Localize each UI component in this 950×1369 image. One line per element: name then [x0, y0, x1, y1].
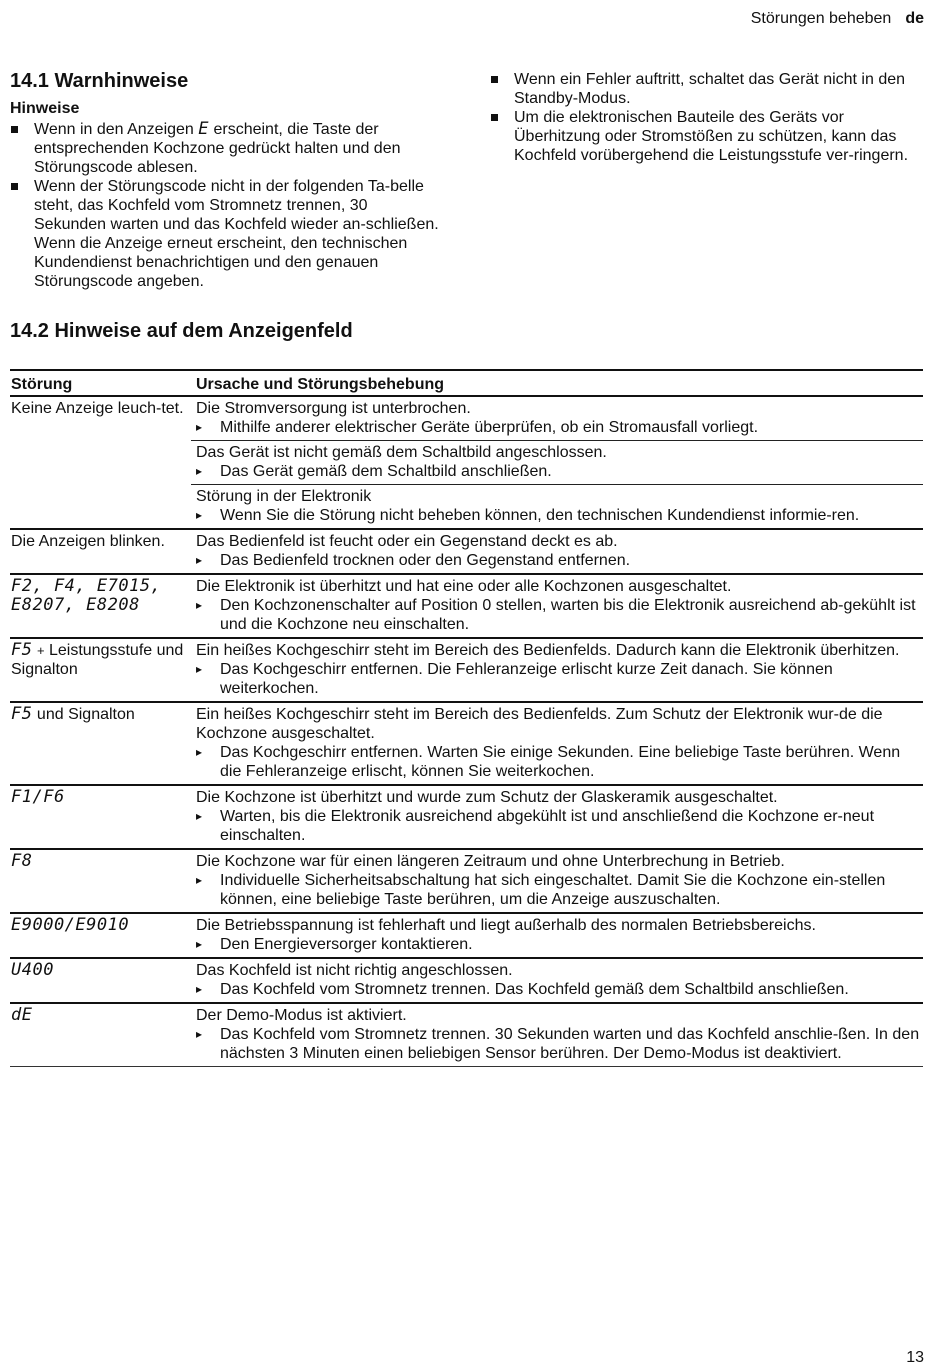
notes-list-right — [490, 70, 920, 165]
plus-sign: + — [36, 643, 45, 658]
fix-text: ▸ Den Energieversorger kontaktieren. — [196, 935, 923, 954]
fault-table — [10, 369, 923, 1067]
list-item: Wenn ein Fehler auftritt, schaltet das Gerät nicht in den Standby-Modus. — [490, 70, 920, 108]
table-row — [10, 785, 923, 849]
fix-text: ▸ Das Gerät gemäß dem Schaltbild anschließen. — [196, 462, 923, 481]
list-item: Wenn der Störungscode nicht in der folgenden Ta-belle steht, das Kochfeld vom Stromnetz trennen, 30 Sekunden warten und das Kochfeld wieder an-schließen. Wenn die Anzeige erneut erscheint, den technischen Kundendienst benachrichtigen und den genauen Störungscode angeben. — [10, 177, 440, 291]
fix-text: ▸ Individuelle Sicherheitsabschaltung hat sich eingeschaltet. Damit Sie die Kochzone ein-stellen können, eine beliebige Taste berühren, um die Anzeige auszuschalten. — [196, 871, 923, 909]
cause-text: Störung in der Elektronik — [196, 488, 372, 505]
header-section: Störungen beheben — [750, 10, 892, 27]
cause-text: Das Bedienfeld ist feucht oder ein Gegenstand deckt es ab. — [196, 533, 618, 550]
column-header-fault: Störung — [10, 370, 191, 396]
table-row — [10, 1003, 923, 1067]
cause-text: Der Demo-Modus ist aktiviert. — [196, 1007, 407, 1024]
notes-subtitle: Hinweise — [10, 100, 80, 117]
fix-text: ▸ Das Kochgeschirr entfernen. Warten Sie einige Sekunden. Eine beliebige Taste berühren. Wenn die Fehleranzeige erlischt, können Sie weiterkochen. — [196, 743, 923, 781]
fix-text: ▸ Mithilfe anderer elektrischer Geräte überprüfen, ob ein Stromausfall vorliegt. — [196, 418, 923, 437]
table-row — [10, 702, 923, 785]
notes-list-left — [10, 120, 440, 291]
table-row — [10, 529, 923, 574]
cause-text: Das Gerät ist nicht gemäß dem Schaltbild angeschlossen. — [196, 444, 607, 461]
fault-label: und Signalton — [32, 706, 135, 723]
cause-text: Die Betriebsspannung ist fehlerhaft und liegt außerhalb des normalen Betriebsbereichs. — [196, 917, 816, 934]
cause-text: Die Stromversorgung ist unterbrochen. — [196, 400, 471, 417]
cause-text: Die Kochzone ist überhitzt und wurde zum Schutz der Glaskeramik ausgeschaltet. — [196, 789, 778, 806]
table-row — [10, 396, 923, 441]
fault-label: Leistungsstufe und Signalton — [11, 642, 184, 678]
fix-text: ▸ Das Bedienfeld trocknen oder den Gegenstand entfernen. — [196, 551, 923, 570]
fix-text: ▸ Den Kochzonenschalter auf Position 0 stellen, warten bis die Elektronik ausreichend ab-gekühlt ist und die Kochzone neu einschalten. — [196, 596, 923, 634]
fault-label: Keine Anzeige leuch-tet. — [11, 400, 184, 417]
display-symbol: E — [198, 119, 210, 139]
fault-code: F1/F6 — [11, 787, 65, 807]
cause-text: Ein heißes Kochgeschirr steht im Bereich des Bedienfelds. Dadurch kann die Elektronik überhitzen. — [196, 642, 900, 659]
cause-text: Die Kochzone war für einen längeren Zeitraum und ohne Unterbrechung in Betrieb. — [196, 853, 785, 870]
cause-text: Ein heißes Kochgeschirr steht im Bereich des Bedienfelds. Zum Schutz der Elektronik wur-de die Kochzone ausgeschaltet. — [196, 706, 883, 742]
fix-text: ▸ Wenn Sie die Störung nicht beheben können, den technischen Kundendienst informie-ren. — [196, 506, 923, 525]
list-item: Wenn in den Anzeigen E erscheint, die Taste der entsprechenden Kochzone gedrückt halten und den Störungscode ablesen. — [10, 120, 440, 177]
fix-text: ▸ Das Kochfeld vom Stromnetz trennen. Das Kochfeld gemäß dem Schaltbild anschließen. — [196, 980, 923, 999]
table-row — [10, 485, 923, 530]
section-14-1-title: 14.1 Warnhinweise — [10, 70, 189, 92]
table-row — [10, 958, 923, 1003]
running-header — [751, 10, 924, 28]
fix-text: ▸ Das Kochgeschirr entfernen. Die Fehleranzeige erlischt kurze Zeit danach. Sie können weiterkochen. — [196, 660, 923, 698]
fault-code: F5 — [11, 640, 33, 660]
fault-code: E9000/E9010 — [11, 915, 130, 935]
fault-code: dE — [11, 1005, 33, 1025]
table-row — [10, 441, 923, 485]
table-row — [10, 913, 923, 958]
list-item: Um die elektronischen Bauteile des Geräts vor Überhitzung oder Stromstößen zu schützen, kann das Kochfeld vorübergehend die Leistungsstufe ver-ringern. — [490, 108, 920, 165]
fault-code: U400 — [11, 960, 54, 980]
fault-code: F2, F4, E7015, E8207, E8208 — [11, 576, 162, 615]
fault-label: Die Anzeigen blinken. — [10, 529, 191, 574]
fix-text: ▸ Warten, bis die Elektronik ausreichend abgekühlt ist und anschließend die Kochzone er-neut einschalten. — [196, 807, 923, 845]
column-header-cause: Ursache und Störungsbehebung — [191, 370, 923, 396]
page-number: 13 — [906, 1349, 924, 1366]
table-row — [10, 638, 923, 702]
table-row — [10, 849, 923, 913]
cause-text: Das Kochfeld ist nicht richtig angeschlossen. — [196, 962, 513, 979]
fault-code: F5 — [11, 704, 33, 724]
cause-text: Die Elektronik ist überhitzt und hat eine oder alle Kochzonen ausgeschaltet. — [196, 578, 732, 595]
header-language: de — [905, 10, 924, 27]
fix-text: ▸ Das Kochfeld vom Stromnetz trennen. 30 Sekunden warten und das Kochfeld anschlie-ßen. In den nächsten 3 Minuten einen beliebigen Sensor berühren. Der Demo-Modus ist deaktiviert. — [196, 1025, 923, 1063]
table-row — [10, 574, 923, 638]
section-14-2-title: 14.2 Hinweise auf dem Anzeigenfeld — [10, 320, 353, 342]
fault-code: F8 — [11, 851, 33, 871]
